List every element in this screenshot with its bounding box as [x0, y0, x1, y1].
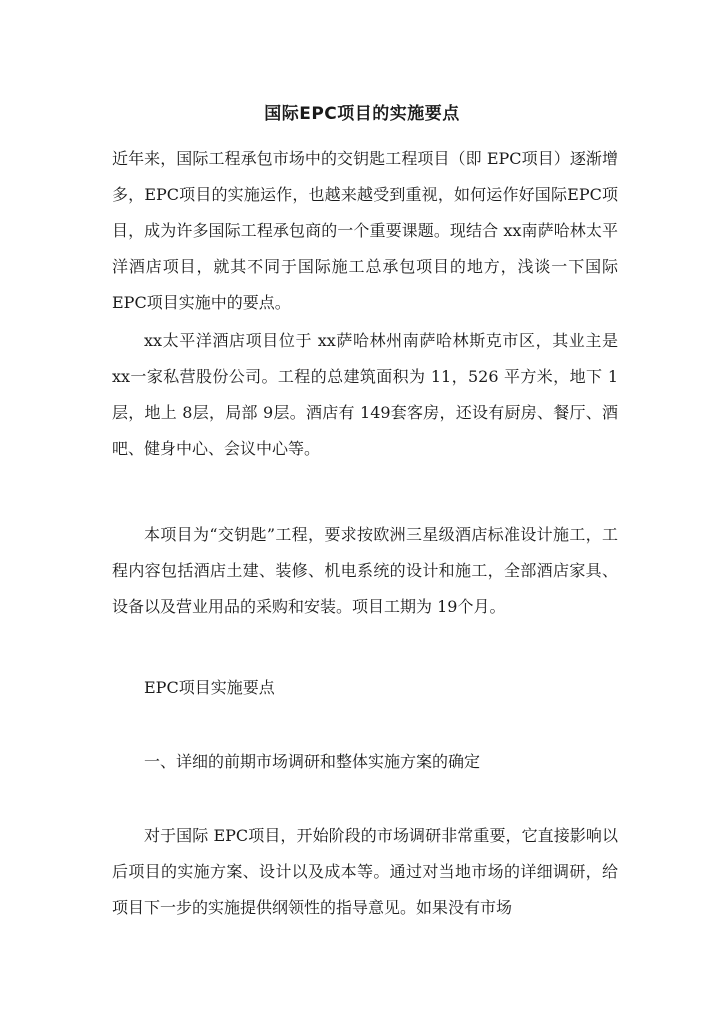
paragraph-text: xx太平洋酒店项目位于 xx萨哈林州南萨哈林斯克市区，其业主是 xx一家私营股份公司。工程的总建筑面积为 11，526 平方米，地下 1层，地上 8层，局部 9层。酒店有 149套客房，还设有厨房、餐厅、酒吧、健身中心、会议中心等。: [112, 331, 618, 458]
paragraph-intro: [112, 141, 618, 321]
paragraph-project-location: [112, 323, 618, 467]
paragraph-project-scope: [112, 517, 618, 625]
subsection-heading: [112, 744, 618, 780]
heading-text: 一、详细的前期市场调研和整体实施方案的确定: [144, 752, 481, 771]
paragraph-text: 本项目为“交钥匙”工程，要求按欧洲三星级酒店标准设计施工，工程内容包括酒店土建、装修、机电系统的设计和施工，全部酒店家具、设备以及营业用品的采购和安装。项目工期为 19个月。: [112, 525, 618, 616]
heading-text: EPC项目实施要点: [144, 678, 275, 697]
paragraph-text: 近年来，国际工程承包市场中的交钥匙工程项目（即 EPC项目）逐渐增多，EPC项目的实施运作，也越来越受到重视，如何运作好国际EPC项目，成为许多国际工程承包商的一个重要课题。现结合 xx南萨哈林太平洋酒店项目，就其不同于国际施工总承包项目的地方，浅谈一下国际 EPC项目实施中的要点。: [112, 149, 618, 312]
section-heading: [112, 670, 618, 706]
paragraph-market-research: [112, 818, 618, 926]
paragraph-text: 对于国际 EPC项目，开始阶段的市场调研非常重要，它直接影响以后项目的实施方案、设计以及成本等。通过对当地市场的详细调研，给项目下一步的实施提供纲领性的指导意见。如果没有市场: [112, 826, 618, 917]
document-title: 国际EPC项目的实施要点: [264, 104, 460, 124]
